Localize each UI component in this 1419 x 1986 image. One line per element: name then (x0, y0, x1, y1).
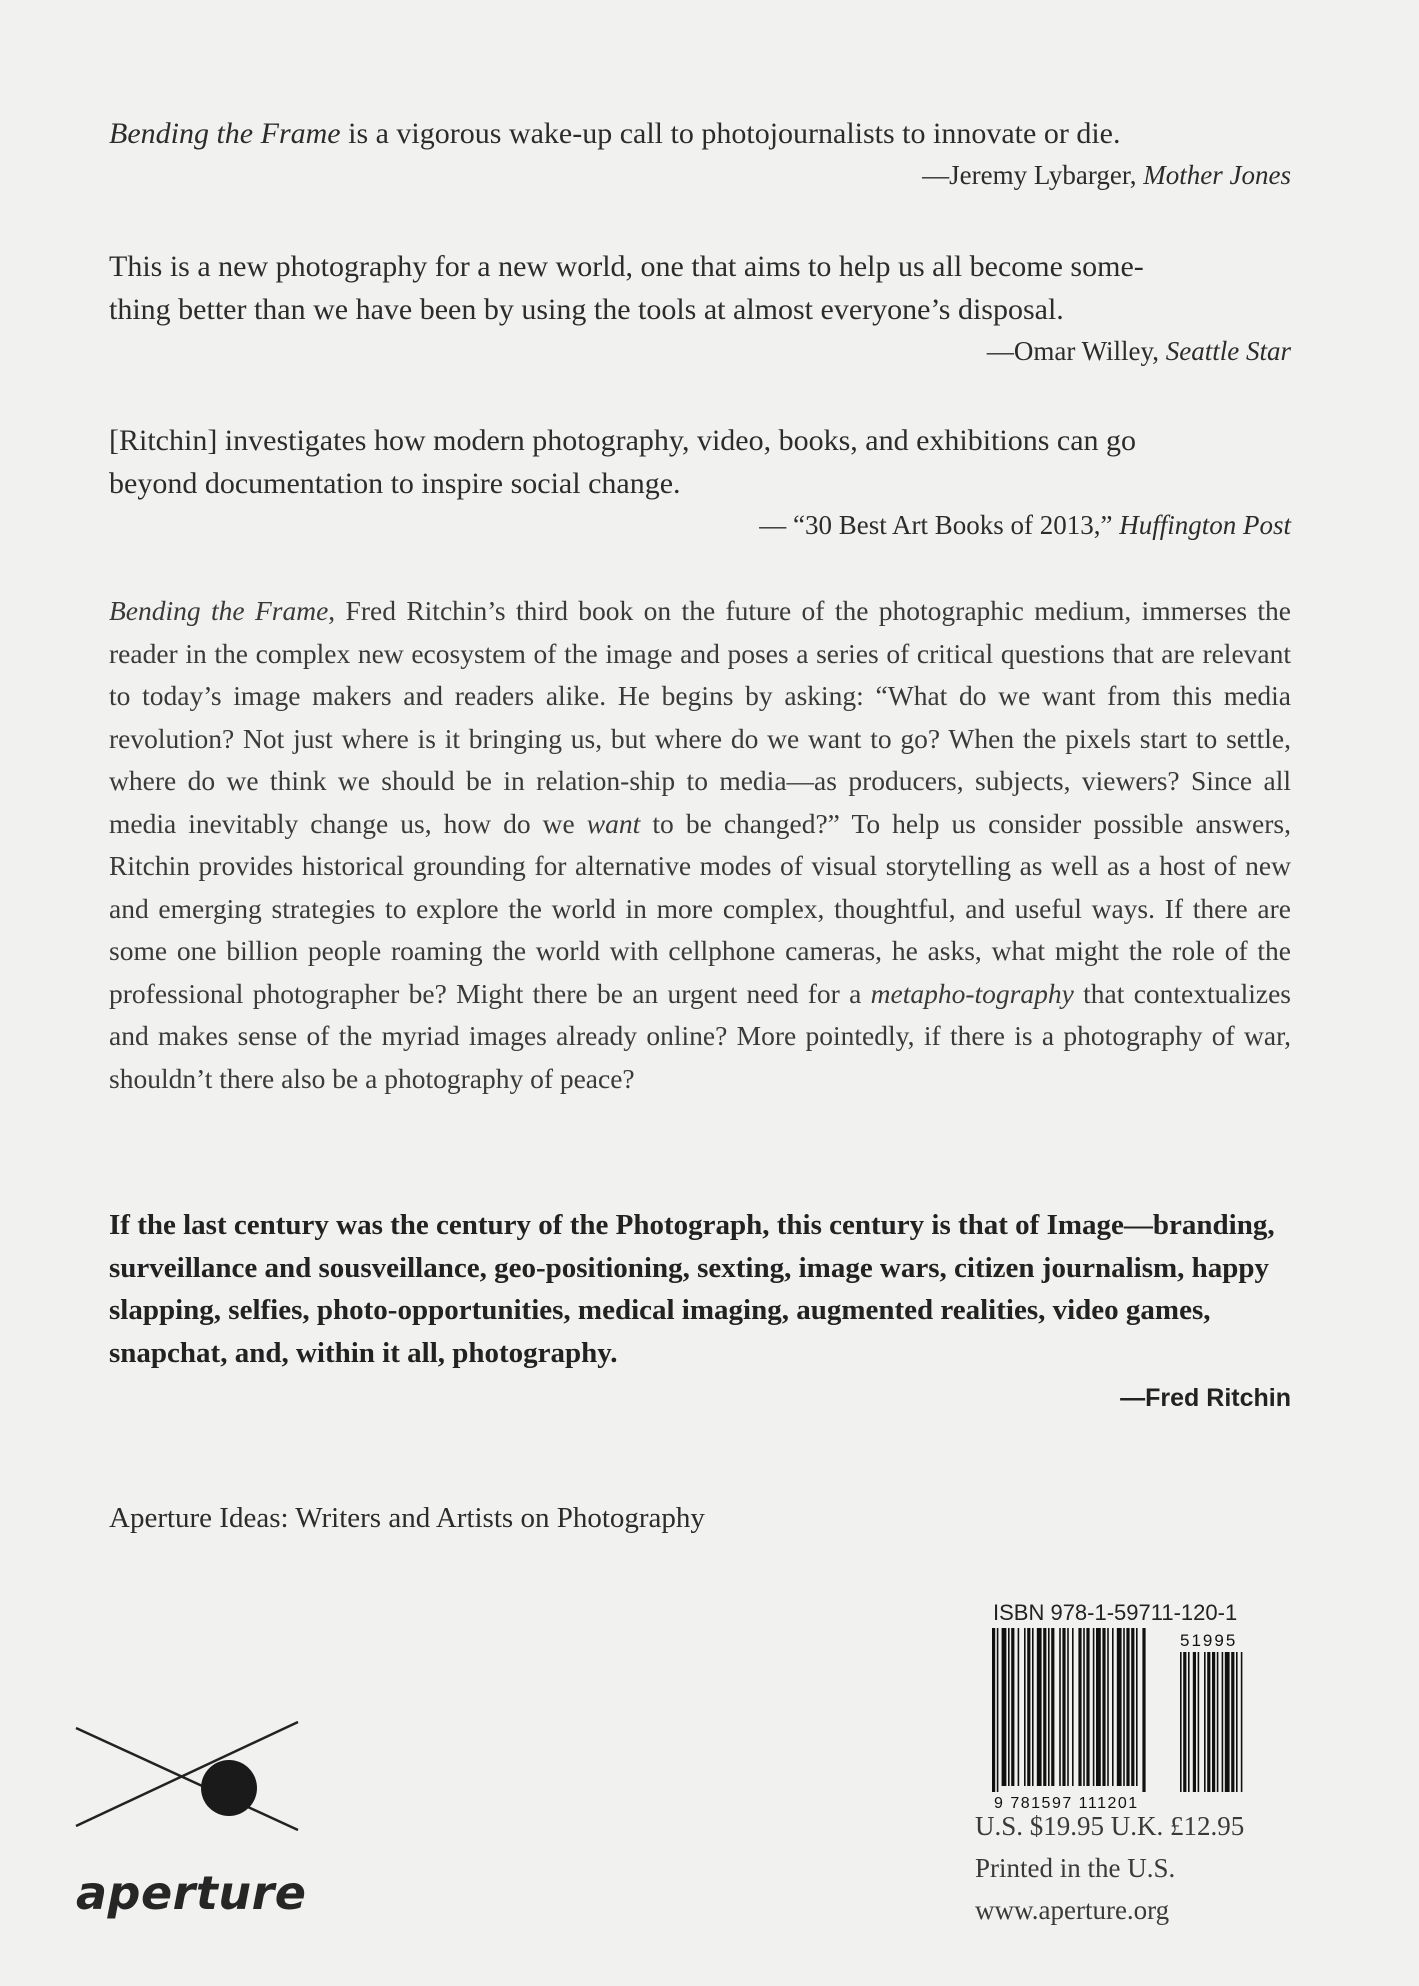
barcode-bar (1043, 1628, 1046, 1786)
description-emphasis: metapho-tography (870, 977, 1074, 1009)
quote-line: This is a new photography for a new world, one that aims to help us all become some- (109, 250, 1144, 283)
barcode-addon-digits: 51995 (1180, 1631, 1238, 1650)
quote-attribution (109, 155, 1291, 195)
quote-body: is a vigorous wake-up call to photojournalists to innovate or die. (340, 117, 1121, 150)
attribution-source: Seattle Star (1165, 336, 1291, 366)
barcode-addon-bar (1225, 1652, 1230, 1792)
barcode-bar (1067, 1628, 1069, 1786)
printed-in-text: Printed in the U.S. (975, 1853, 1176, 1883)
barcode-bar (1037, 1628, 1042, 1786)
barcode-bar (1002, 1628, 1007, 1786)
barcode-bar (997, 1628, 999, 1792)
description-run: that contextualizes and makes sense of the myriad images already online? More pointedly, if there is a photography of war, shouldn’t there also be a photography of peace? (109, 977, 1291, 1094)
barcode-block (990, 1600, 1280, 1821)
quote-attribution (109, 505, 1291, 545)
barcode-bar (1008, 1628, 1010, 1786)
barcode-bar (1032, 1628, 1034, 1786)
barcode-bar (1131, 1628, 1134, 1786)
barcode-bar (1062, 1628, 1065, 1786)
barcode-addon-bar (1193, 1652, 1196, 1792)
isbn-label: ISBN 978-1-59711-120-1 (993, 1600, 1238, 1625)
barcode-addon-bar (1241, 1652, 1243, 1792)
barcode-bar (1086, 1628, 1089, 1786)
aperture-wordmark: aperture (76, 1866, 307, 1920)
description-run: to be changed?” To help us consider possible answers, Ritchin provides historical grounding for alternative modes of visual storytelling as well as a host of new and emerging strategies to explore the world in more complex, thoughtful, and useful ways. If there are some one billion people roaming the world with cellphone cameras, he asks, what might the role of the professional photographer be? Might there be an urgent need for a (109, 807, 1291, 1009)
quote-text (109, 112, 1291, 155)
barcode-addon-bar (1204, 1652, 1206, 1792)
barcode-bar (1018, 1628, 1020, 1786)
barcode-bar (1096, 1628, 1101, 1786)
quote-attribution (109, 331, 1291, 371)
price-info (975, 1805, 1244, 1931)
barcode-addon-bar (1231, 1652, 1234, 1792)
barcode-addon-bar (1188, 1652, 1190, 1792)
barcode-addon-bar (1180, 1652, 1182, 1792)
barcode-bar (1078, 1628, 1081, 1786)
attribution-source: Mother Jones (1143, 160, 1291, 190)
barcode-addon-bar (1207, 1652, 1210, 1792)
barcode-addon-bar (1236, 1652, 1238, 1792)
barcode-bar (1048, 1628, 1050, 1786)
barcode-bar (1072, 1628, 1074, 1786)
description-run: , Fred Ritchin’s third book on the future of the photographic medium, immerses the reader in the complex new ecosystem of the image and poses a series of critical questions that are relevant to today’s image makers and readers alike. He begins by asking: “What do we want from this media revolution? Not just where is it bringing us, but where do we want to go? When the pixels start to settle, where do we think we should be in relation-ship to media—as producers, subjects, viewers? Since all media inevitably change us, how do we (109, 595, 1291, 839)
barcode-bar (1126, 1628, 1129, 1786)
quote-line: thing better than we have been by using the tools at almost everyone’s disposal. (109, 293, 1064, 326)
quote-text (109, 419, 1291, 505)
barcode-bar (992, 1628, 995, 1792)
barcode-addon-bar (1217, 1652, 1219, 1792)
barcode-bar (1102, 1628, 1105, 1786)
barcode-bar (1024, 1628, 1026, 1786)
description-text (109, 590, 1291, 1100)
book-description (109, 590, 1291, 1100)
barcode-bar (1083, 1628, 1085, 1786)
barcode-addon-bar (1183, 1652, 1186, 1792)
author-signature: —Fred Ritchin (1120, 1384, 1291, 1412)
barcode-icon (990, 1626, 1280, 1816)
barcode-addon-bar (1212, 1652, 1215, 1792)
author-quote-text: If the last century was the century of the Photograph, this century is that of Image—branding, surveillance and sousveillance, geo-positioning, sexting, image wars, citizen journalism, happy slapping, selfies, photo-opportunities, medical imaging, augmented realities, video games, snapchat, and, within it all, photography. (109, 1209, 1275, 1369)
attribution-name: —Jeremy Lybarger, (922, 160, 1144, 190)
barcode-bar (1051, 1628, 1054, 1786)
review-quote-3 (109, 419, 1291, 545)
barcode-addon-bar (1222, 1652, 1224, 1792)
author-quote (109, 1204, 1291, 1413)
attribution-name: —Omar Willey, (986, 336, 1166, 366)
quote-line: [Ritchin] investigates how modern photography, video, books, and exhibitions can go (109, 424, 1137, 457)
review-quote-2 (109, 245, 1291, 371)
description-emphasis: want (586, 807, 641, 839)
series-title: Aperture Ideas: Writers and Artists on Photography (109, 1502, 705, 1534)
barcode-addon-bar (1198, 1652, 1200, 1792)
website-link[interactable]: www.aperture.org (975, 1895, 1170, 1925)
barcode-bar (1011, 1628, 1014, 1786)
quote-text (109, 245, 1291, 331)
review-quote-1 (109, 112, 1291, 195)
barcode-bar (1093, 1628, 1095, 1786)
barcode-bar (1112, 1628, 1114, 1786)
attribution-name: — “30 Best Art Books of 2013,” (759, 510, 1120, 540)
barcode-bar (1123, 1628, 1125, 1786)
barcode-bar (1142, 1628, 1145, 1792)
price-text: U.S. $19.95 U.K. £12.95 (975, 1811, 1245, 1841)
quote-line: beyond documentation to inspire social change. (109, 467, 681, 500)
barcode-bar (1059, 1628, 1061, 1786)
barcode-digits: 9 781597 111201 (994, 1795, 1139, 1812)
barcode-bar (1027, 1628, 1030, 1786)
barcode-bar (1117, 1628, 1122, 1786)
book-title: Bending the Frame (109, 595, 329, 626)
barcode-bar (1107, 1628, 1109, 1786)
attribution-source: Huffington Post (1119, 510, 1291, 540)
book-title: Bending the Frame (109, 117, 341, 150)
barcode-bar (1136, 1628, 1138, 1786)
